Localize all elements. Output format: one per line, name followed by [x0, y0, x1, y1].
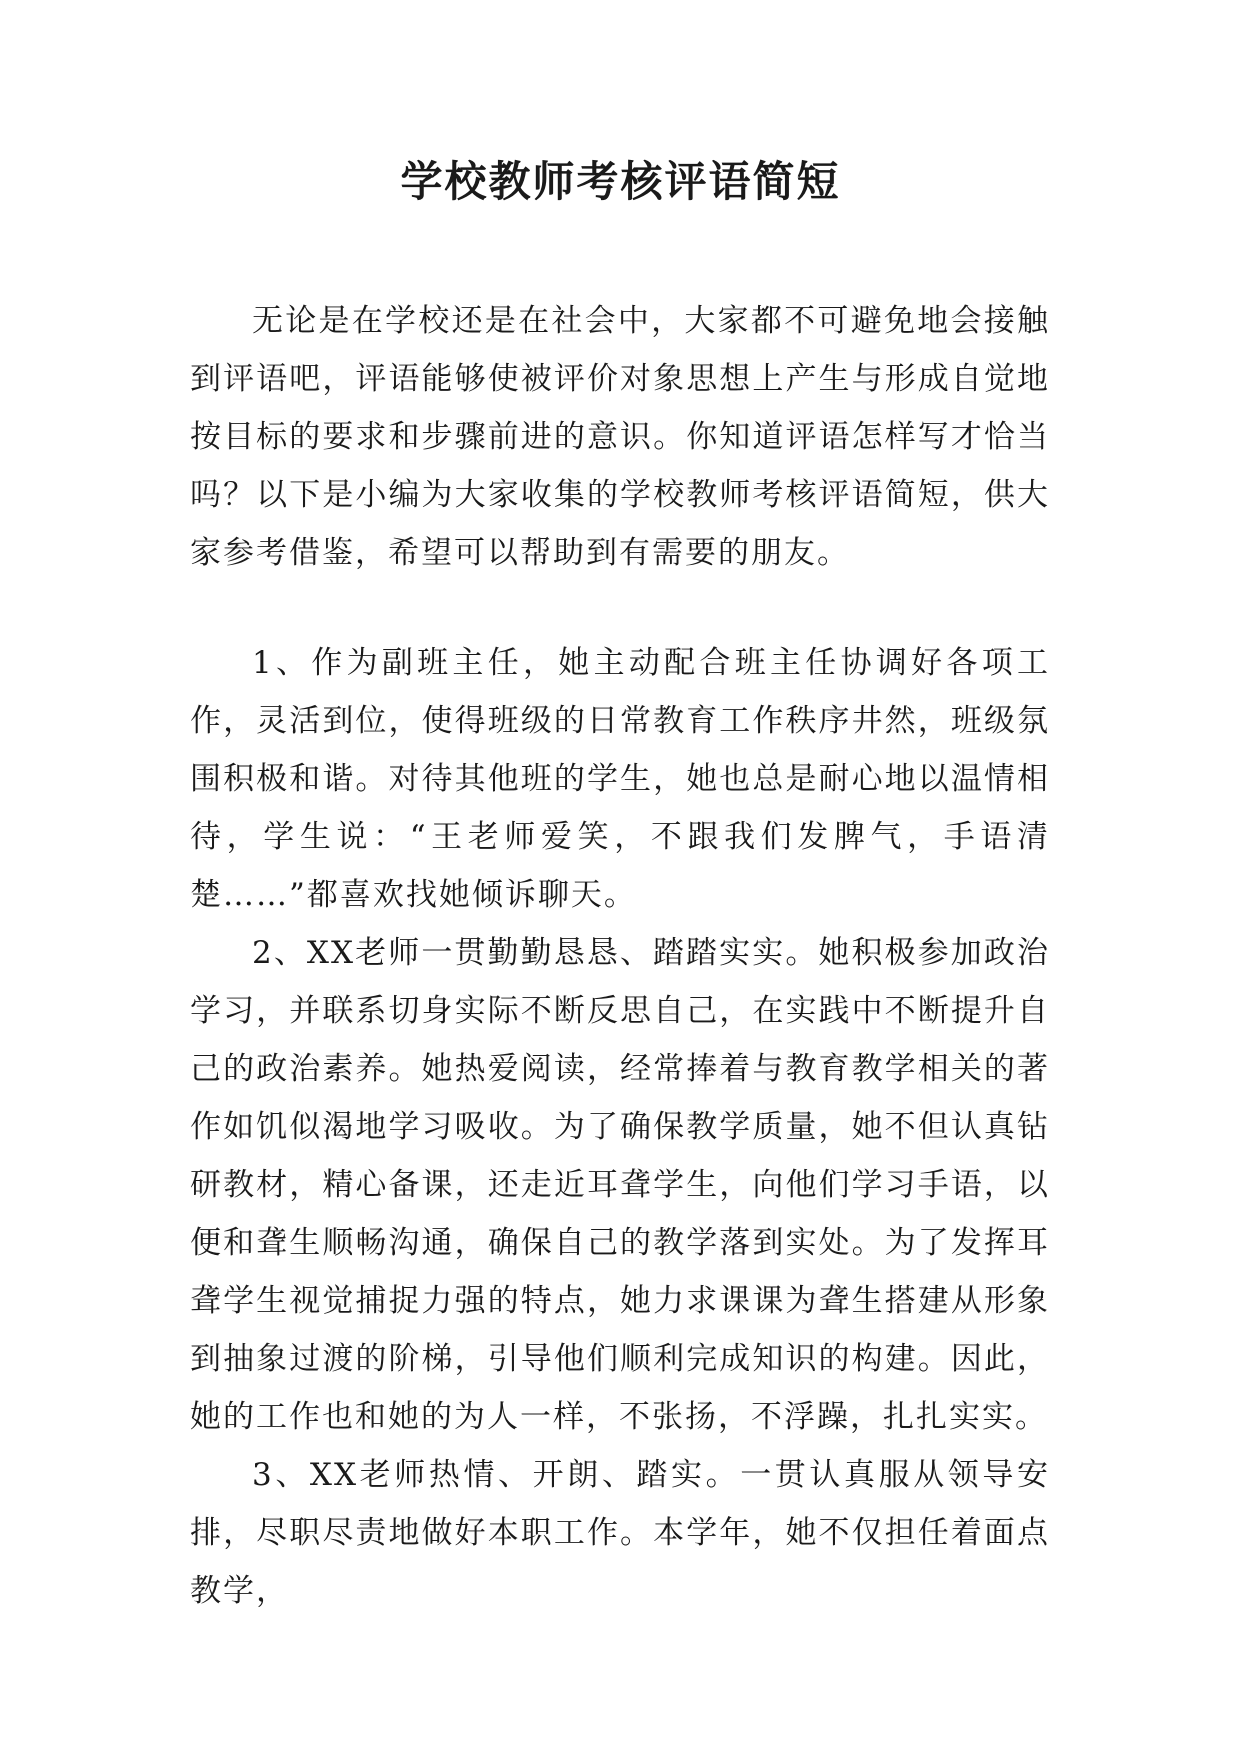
- comment-paragraph-3: 3、XX老师热情、开朗、踏实。一贯认真服从领导安排，尽职尽责地做好本职工作。本学年，她不仅担任着面点教学，: [190, 1457, 1050, 1609]
- document-title: 学校教师考核评语简短: [400, 157, 841, 206]
- comment-paragraph-1: 1、作为副班主任，她主动配合班主任协调好各项工作，灵活到位，使得班级的日常教育工作秩序井然，班级氛围积极和谐。对待其他班的学生，她也总是耐心地以温情相待，学生说：“王老师爱笑，不跟我们发脾气，手语清楚……”都喜欢找她倾诉聊天。: [190, 645, 1050, 913]
- comments-section: [190, 634, 1050, 1620]
- intro-paragraph: 无论是在学校还是在社会中，大家都不可避免地会接触到评语吧，评语能够使被评价对象思想上产生与形成自觉地按目标的要求和步骤前进的意识。你知道评语怎样写才恰当吗？以下是小编为大家收集的学校教师考核评语简短，供大家参考借鉴，希望可以帮助到有需要的朋友。: [190, 303, 1050, 571]
- comment-paragraph-2: 2、XX老师一贯勤勤恳恳、踏踏实实。她积极参加政治学习，并联系切身实际不断反思自己，在实践中不断提升自己的政治素养。她热爱阅读，经常捧着与教育教学相关的著作如饥似渴地学习吸收。为了确保教学质量，她不但认真钻研教材，精心备课，还走近耳聋学生，向他们学习手语，以便和聋生顺畅沟通，确保自己的教学落到实处。为了发挥耳聋学生视觉捕捉力强的特点，她力求课课为聋生搭建从形象到抽象过渡的阶梯，引导他们顺利完成知识的构建。因此，她的工作也和她的为人一样，不张扬，不浮躁，扎扎实实。: [190, 935, 1050, 1435]
- intro-section: [190, 292, 1050, 582]
